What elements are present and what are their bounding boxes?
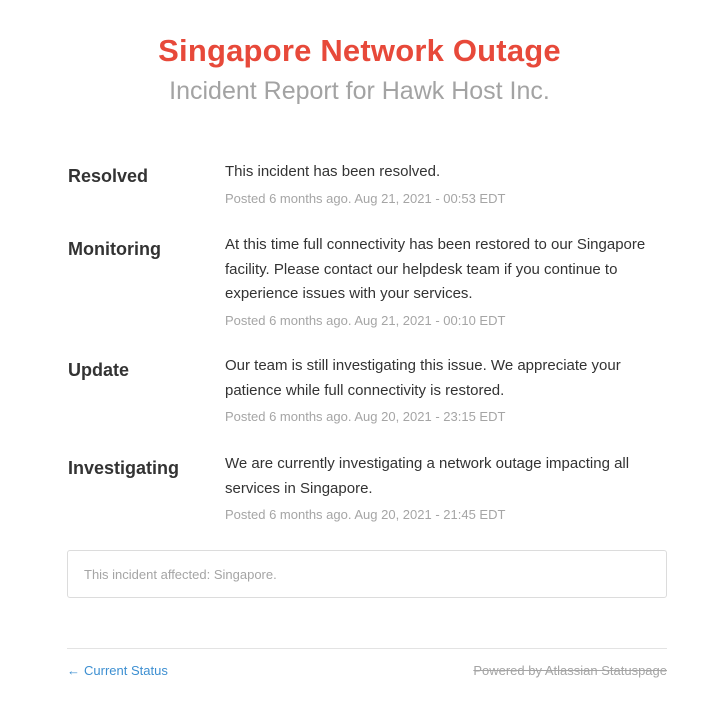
current-status-label: Current Status xyxy=(84,663,168,678)
update-status-label: Update xyxy=(68,360,130,380)
page-header xyxy=(0,30,719,108)
update-text: At this time full connectivity has been restored to our Singapore facility. Please contact our helpdesk team if you continue to experience issues with your services. xyxy=(225,236,646,302)
update-text: We are currently investigating a network outage impacting all services in Singapore. xyxy=(225,455,630,497)
update-body xyxy=(225,354,665,427)
update-status-label: Investigating xyxy=(68,458,180,478)
update-text: This incident has been resolved. xyxy=(225,163,441,180)
update-status-label: Monitoring xyxy=(68,239,161,259)
update-row-monitoring xyxy=(68,233,668,331)
footer-divider xyxy=(67,648,667,649)
update-row-resolved xyxy=(68,160,668,209)
update-body xyxy=(225,233,665,331)
update-timestamp: Posted 6 months ago. Aug 21, 2021 - 00:53 EDT xyxy=(225,190,506,206)
update-status-label: Resolved xyxy=(68,166,149,186)
update-body xyxy=(225,160,665,209)
page-title: Singapore Network Outage xyxy=(158,33,561,68)
update-body xyxy=(225,452,665,525)
affected-components-text: This incident affected: Singapore. xyxy=(84,566,277,582)
arrow-left-icon: ← xyxy=(67,663,80,678)
page-subtitle: Incident Report for Hawk Host Inc. xyxy=(169,77,550,105)
update-row-investigating xyxy=(68,452,668,525)
current-status-link[interactable] xyxy=(67,662,168,680)
affected-components-box xyxy=(67,550,667,598)
update-timestamp: Posted 6 months ago. Aug 20, 2021 - 21:45 EDT xyxy=(225,507,506,522)
powered-by-statuspage-link[interactable]: Powered by Atlassian Statuspage xyxy=(473,663,667,678)
update-row-update xyxy=(68,354,668,427)
page-footer xyxy=(67,662,667,680)
update-text: Our team is still investigating this issue. We appreciate your patience while full connectivity is restored. xyxy=(225,357,621,399)
update-timestamp: Posted 6 months ago. Aug 21, 2021 - 00:10 EDT xyxy=(225,312,506,328)
update-timestamp: Posted 6 months ago. Aug 20, 2021 - 23:15 EDT xyxy=(225,409,506,424)
